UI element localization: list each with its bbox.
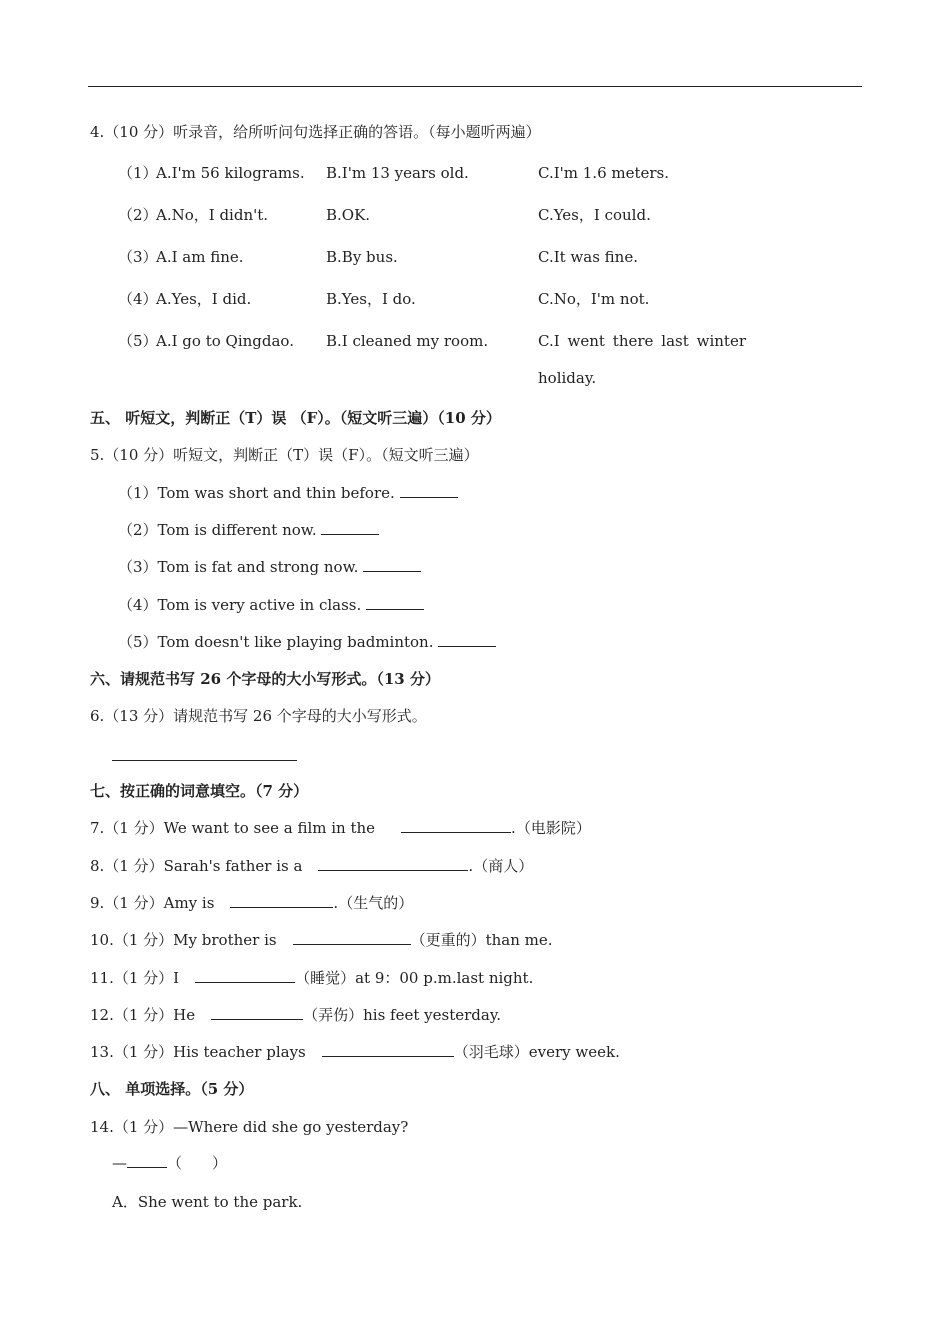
question-text: 11.（1 分）I (90, 969, 180, 987)
answer-paren[interactable]: （ ） (167, 1154, 228, 1172)
q5-statement-4 (118, 595, 424, 615)
q4-option-a: A.I go to Qingdao. (156, 332, 294, 350)
section-8-heading: 八、 单项选择。（5 分） (90, 1080, 254, 1098)
q10 (90, 930, 553, 950)
q4-option-c-continued: holiday. (538, 369, 597, 387)
hint-text: （睡觉）at 9：00 p.m.last night. (295, 969, 534, 987)
q4-option-a: A.No，I didn't. (156, 206, 269, 224)
answer-blank[interactable] (321, 520, 379, 535)
hint-text: （弄伤）his feet yesterday. (303, 1006, 502, 1024)
hint-text: .（电影院） (511, 819, 591, 837)
q5-statement-5 (118, 632, 496, 652)
q4-option-b: B.I cleaned my room. (326, 332, 489, 350)
q4-stem: 4.（10 分）听录音，给所听问句选择正确的答语。（每小题听两遍） (90, 123, 541, 141)
statement-text: （2）Tom is different now. (118, 521, 317, 539)
q4-option-b: B.OK. (326, 206, 371, 224)
statement-text: （1）Tom was short and thin before. (118, 484, 395, 502)
section-5-heading: 五、 听短文，判断正（T）误 （F）。（短文听三遍）（10 分） (90, 409, 501, 427)
q4-option-b: B.I'm 13 years old. (326, 164, 469, 182)
q12 (90, 1005, 501, 1025)
q4-option-a: A.I am fine. (156, 248, 244, 266)
q4-option-c: C.No，I'm not. (538, 290, 650, 308)
answer-blank[interactable] (438, 632, 496, 647)
fill-blank[interactable] (322, 1042, 454, 1057)
answer-blank[interactable] (400, 483, 458, 498)
q4-item-number: （4） (118, 290, 158, 308)
q4-option-c: C.I went there last winter (538, 332, 746, 350)
q6-stem: 6.（13 分）请规范书写 26 个字母的大小写形式。 (90, 707, 427, 725)
q4-option-b: B.Yes，I do. (326, 290, 416, 308)
q9 (90, 893, 413, 913)
statement-text: （3）Tom is fat and strong now. (118, 558, 359, 576)
fill-blank[interactable] (230, 893, 333, 908)
fill-blank[interactable] (195, 968, 295, 983)
q5-statement-1 (118, 483, 458, 503)
q4-option-b: B.By bus. (326, 248, 398, 266)
statement-text: （5）Tom doesn't like playing badminton. (118, 633, 434, 651)
answer-blank[interactable] (127, 1153, 167, 1168)
question-text: 13.（1 分）His teacher plays (90, 1043, 306, 1061)
q14-stem: 14.（1 分）—Where did she go yesterday? (90, 1118, 409, 1136)
hint-text: （更重的）than me. (410, 931, 553, 949)
q14-option-a[interactable]: A．She went to the park. (112, 1193, 303, 1211)
q11 (90, 968, 533, 988)
hint-text: .（生气的） (333, 894, 414, 912)
question-text: 9.（1 分）Amy is (90, 894, 215, 912)
section-6-heading: 六、请规范书写 26 个字母的大小写形式。（13 分） (90, 670, 440, 688)
q4-option-a: A.Yes，I did. (156, 290, 252, 308)
hint-text: .（商人） (468, 857, 534, 875)
q13 (90, 1042, 620, 1062)
q4-option-a: A.I'm 56 kilograms. (156, 164, 305, 182)
hint-text: （羽毛球）every week. (453, 1043, 620, 1061)
fill-blank[interactable] (211, 1005, 303, 1020)
q5-stem: 5.（10 分）听短文，判断正（T）误（F）。（短文听三遍） (90, 446, 479, 464)
question-text: 8.（1 分）Sarah's father is a (90, 857, 303, 875)
dash: — (112, 1154, 127, 1172)
question-text: 7.（1 分）We want to see a film in the (90, 819, 376, 837)
answer-blank[interactable] (366, 595, 424, 610)
question-text: 10.（1 分）My brother is (90, 931, 277, 949)
q4-option-c: C.I'm 1.6 meters. (538, 164, 670, 182)
q7 (90, 818, 591, 838)
fill-blank[interactable] (318, 856, 468, 871)
q5-statement-2 (118, 520, 379, 540)
q4-item-number: （3） (118, 248, 158, 266)
q4-item-number: （1） (118, 164, 158, 182)
q8 (90, 856, 533, 876)
statement-text: （4）Tom is very active in class. (118, 596, 362, 614)
fill-blank[interactable] (401, 818, 511, 833)
q4-option-c: C.Yes，I could. (538, 206, 651, 224)
q4-item-number: （5） (118, 332, 158, 350)
question-text: 12.（1 分）He (90, 1006, 196, 1024)
header-rule (88, 86, 862, 87)
section-7-heading: 七、按正确的词意填空。（7 分） (90, 782, 309, 800)
q14-answer-line (112, 1153, 227, 1173)
q4-item-number: （2） (118, 206, 158, 224)
answer-blank[interactable] (363, 557, 421, 572)
q4-option-c: C.It was fine. (538, 248, 638, 266)
q5-statement-3 (118, 557, 421, 577)
letter-writing-line[interactable] (112, 760, 297, 761)
fill-blank[interactable] (293, 930, 411, 945)
